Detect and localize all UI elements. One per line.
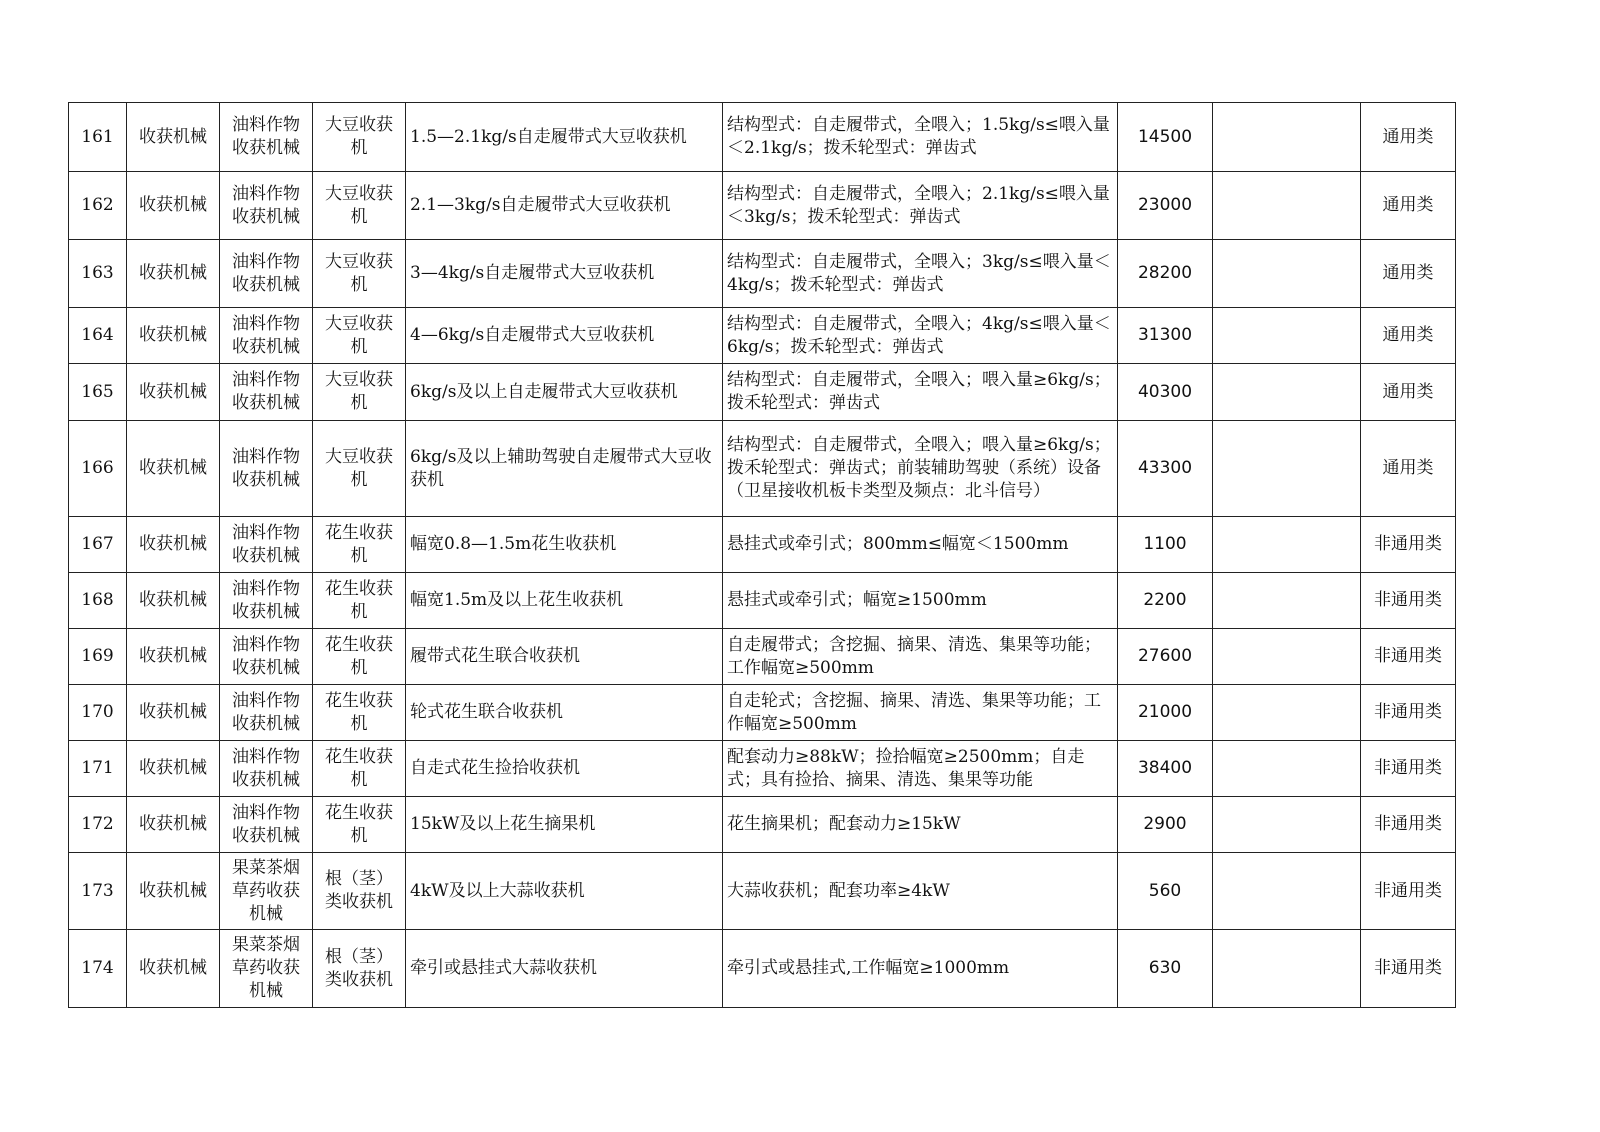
product-name-cell: 幅宽0.8—1.5m花生收获机 bbox=[406, 517, 723, 573]
spec-cell: 悬挂式或牵引式；800mm≤幅宽＜1500mm bbox=[723, 517, 1118, 573]
product-name-cell: 牵引或悬挂式大蒜收获机 bbox=[406, 930, 723, 1008]
price-cell: 38400 bbox=[1118, 741, 1213, 797]
item-cell: 根（茎）类收获机 bbox=[313, 930, 406, 1008]
note-cell bbox=[1213, 573, 1361, 629]
item-cell: 花生收获机 bbox=[313, 629, 406, 685]
category-cell: 收获机械 bbox=[127, 103, 220, 172]
item-cell: 大豆收获机 bbox=[313, 421, 406, 517]
item-cell: 根（茎）类收获机 bbox=[313, 853, 406, 930]
spec-cell: 自走履带式；含挖掘、摘果、清选、集果等功能；工作幅宽≥500mm bbox=[723, 629, 1118, 685]
product-name-cell: 3—4kg/s自走履带式大豆收获机 bbox=[406, 240, 723, 308]
category-cell: 收获机械 bbox=[127, 629, 220, 685]
row-index: 167 bbox=[69, 517, 127, 573]
type-cell: 非通用类 bbox=[1361, 741, 1456, 797]
category-cell: 收获机械 bbox=[127, 741, 220, 797]
table-row bbox=[69, 629, 1456, 685]
subcategory-cell: 油料作物收获机械 bbox=[220, 685, 313, 741]
row-index: 173 bbox=[69, 853, 127, 930]
product-name-cell: 幅宽1.5m及以上花生收获机 bbox=[406, 573, 723, 629]
type-cell: 非通用类 bbox=[1361, 685, 1456, 741]
equipment-table bbox=[68, 102, 1456, 1008]
price-cell: 27600 bbox=[1118, 629, 1213, 685]
table-row bbox=[69, 685, 1456, 741]
product-name-cell: 自走式花生捡拾收获机 bbox=[406, 741, 723, 797]
category-cell: 收获机械 bbox=[127, 573, 220, 629]
note-cell bbox=[1213, 685, 1361, 741]
spec-cell: 牵引式或悬挂式,工作幅宽≥1000mm bbox=[723, 930, 1118, 1008]
spec-cell: 结构型式：自走履带式，全喂入；2.1kg/s≤喂入量＜3kg/s；拨禾轮型式：弹齿式 bbox=[723, 172, 1118, 240]
product-name-cell: 15kW及以上花生摘果机 bbox=[406, 797, 723, 853]
product-name-cell: 6kg/s及以上自走履带式大豆收获机 bbox=[406, 364, 723, 421]
row-index: 165 bbox=[69, 364, 127, 421]
table-row bbox=[69, 308, 1456, 364]
item-cell: 大豆收获机 bbox=[313, 240, 406, 308]
table-row bbox=[69, 741, 1456, 797]
note-cell bbox=[1213, 629, 1361, 685]
subcategory-cell: 油料作物收获机械 bbox=[220, 364, 313, 421]
category-cell: 收获机械 bbox=[127, 421, 220, 517]
spec-cell: 花生摘果机；配套动力≥15kW bbox=[723, 797, 1118, 853]
row-index: 172 bbox=[69, 797, 127, 853]
note-cell bbox=[1213, 797, 1361, 853]
table-row bbox=[69, 364, 1456, 421]
item-cell: 大豆收获机 bbox=[313, 364, 406, 421]
table-row bbox=[69, 517, 1456, 573]
note-cell bbox=[1213, 517, 1361, 573]
subcategory-cell: 油料作物收获机械 bbox=[220, 172, 313, 240]
price-cell: 28200 bbox=[1118, 240, 1213, 308]
type-cell: 通用类 bbox=[1361, 421, 1456, 517]
row-index: 169 bbox=[69, 629, 127, 685]
type-cell: 非通用类 bbox=[1361, 930, 1456, 1008]
item-cell: 花生收获机 bbox=[313, 741, 406, 797]
category-cell: 收获机械 bbox=[127, 797, 220, 853]
note-cell bbox=[1213, 308, 1361, 364]
spec-cell: 悬挂式或牵引式；幅宽≥1500mm bbox=[723, 573, 1118, 629]
row-index: 163 bbox=[69, 240, 127, 308]
category-cell: 收获机械 bbox=[127, 517, 220, 573]
table-row bbox=[69, 240, 1456, 308]
subcategory-cell: 油料作物收获机械 bbox=[220, 240, 313, 308]
row-index: 161 bbox=[69, 103, 127, 172]
note-cell bbox=[1213, 364, 1361, 421]
category-cell: 收获机械 bbox=[127, 172, 220, 240]
category-cell: 收获机械 bbox=[127, 364, 220, 421]
spec-cell: 结构型式：自走履带式，全喂入；喂入量≥6kg/s；拨禾轮型式：弹齿式；前装辅助驾驶（系统）设备（卫星接收机板卡类型及频点：北斗信号） bbox=[723, 421, 1118, 517]
type-cell: 非通用类 bbox=[1361, 573, 1456, 629]
row-index: 162 bbox=[69, 172, 127, 240]
type-cell: 通用类 bbox=[1361, 308, 1456, 364]
price-cell: 31300 bbox=[1118, 308, 1213, 364]
spec-cell: 结构型式：自走履带式，全喂入；3kg/s≤喂入量＜4kg/s；拨禾轮型式：弹齿式 bbox=[723, 240, 1118, 308]
spec-cell: 结构型式：自走履带式，全喂入；4kg/s≤喂入量＜6kg/s；拨禾轮型式：弹齿式 bbox=[723, 308, 1118, 364]
product-name-cell: 履带式花生联合收获机 bbox=[406, 629, 723, 685]
item-cell: 大豆收获机 bbox=[313, 308, 406, 364]
price-cell: 14500 bbox=[1118, 103, 1213, 172]
type-cell: 通用类 bbox=[1361, 364, 1456, 421]
table-row bbox=[69, 853, 1456, 930]
subcategory-cell: 果菜茶烟草药收获机械 bbox=[220, 853, 313, 930]
spec-cell: 大蒜收获机；配套功率≥4kW bbox=[723, 853, 1118, 930]
product-name-cell: 2.1—3kg/s自走履带式大豆收获机 bbox=[406, 172, 723, 240]
product-name-cell: 1.5—2.1kg/s自走履带式大豆收获机 bbox=[406, 103, 723, 172]
price-cell: 43300 bbox=[1118, 421, 1213, 517]
product-name-cell: 4kW及以上大蒜收获机 bbox=[406, 853, 723, 930]
item-cell: 大豆收获机 bbox=[313, 103, 406, 172]
table-row bbox=[69, 421, 1456, 517]
price-cell: 560 bbox=[1118, 853, 1213, 930]
type-cell: 非通用类 bbox=[1361, 853, 1456, 930]
table-row bbox=[69, 172, 1456, 240]
note-cell bbox=[1213, 103, 1361, 172]
table-row bbox=[69, 797, 1456, 853]
type-cell: 通用类 bbox=[1361, 172, 1456, 240]
subcategory-cell: 油料作物收获机械 bbox=[220, 308, 313, 364]
spec-cell: 结构型式：自走履带式，全喂入；1.5kg/s≤喂入量＜2.1kg/s；拨禾轮型式：弹齿式 bbox=[723, 103, 1118, 172]
subcategory-cell: 果菜茶烟草药收获机械 bbox=[220, 930, 313, 1008]
row-index: 170 bbox=[69, 685, 127, 741]
type-cell: 通用类 bbox=[1361, 103, 1456, 172]
row-index: 174 bbox=[69, 930, 127, 1008]
row-index: 164 bbox=[69, 308, 127, 364]
subcategory-cell: 油料作物收获机械 bbox=[220, 629, 313, 685]
type-cell: 非通用类 bbox=[1361, 517, 1456, 573]
item-cell: 花生收获机 bbox=[313, 685, 406, 741]
row-index: 166 bbox=[69, 421, 127, 517]
price-cell: 21000 bbox=[1118, 685, 1213, 741]
table-row bbox=[69, 930, 1456, 1008]
item-cell: 花生收获机 bbox=[313, 797, 406, 853]
table-row bbox=[69, 573, 1456, 629]
price-cell: 630 bbox=[1118, 930, 1213, 1008]
product-name-cell: 6kg/s及以上辅助驾驶自走履带式大豆收获机 bbox=[406, 421, 723, 517]
category-cell: 收获机械 bbox=[127, 685, 220, 741]
type-cell: 通用类 bbox=[1361, 240, 1456, 308]
note-cell bbox=[1213, 240, 1361, 308]
table-row bbox=[69, 103, 1456, 172]
subcategory-cell: 油料作物收获机械 bbox=[220, 103, 313, 172]
spec-cell: 配套动力≥88kW；捡拾幅宽≥2500mm；自走式；具有捡拾、摘果、清选、集果等功能 bbox=[723, 741, 1118, 797]
subcategory-cell: 油料作物收获机械 bbox=[220, 741, 313, 797]
category-cell: 收获机械 bbox=[127, 853, 220, 930]
price-cell: 2200 bbox=[1118, 573, 1213, 629]
product-name-cell: 轮式花生联合收获机 bbox=[406, 685, 723, 741]
note-cell bbox=[1213, 853, 1361, 930]
price-cell: 2900 bbox=[1118, 797, 1213, 853]
subcategory-cell: 油料作物收获机械 bbox=[220, 517, 313, 573]
type-cell: 非通用类 bbox=[1361, 797, 1456, 853]
category-cell: 收获机械 bbox=[127, 240, 220, 308]
subcategory-cell: 油料作物收获机械 bbox=[220, 421, 313, 517]
row-index: 171 bbox=[69, 741, 127, 797]
subcategory-cell: 油料作物收获机械 bbox=[220, 797, 313, 853]
subcategory-cell: 油料作物收获机械 bbox=[220, 573, 313, 629]
price-cell: 40300 bbox=[1118, 364, 1213, 421]
type-cell: 非通用类 bbox=[1361, 629, 1456, 685]
note-cell bbox=[1213, 741, 1361, 797]
product-name-cell: 4—6kg/s自走履带式大豆收获机 bbox=[406, 308, 723, 364]
note-cell bbox=[1213, 930, 1361, 1008]
item-cell: 花生收获机 bbox=[313, 517, 406, 573]
item-cell: 花生收获机 bbox=[313, 573, 406, 629]
note-cell bbox=[1213, 421, 1361, 517]
category-cell: 收获机械 bbox=[127, 308, 220, 364]
price-cell: 23000 bbox=[1118, 172, 1213, 240]
spec-cell: 结构型式：自走履带式，全喂入；喂入量≥6kg/s；拨禾轮型式：弹齿式 bbox=[723, 364, 1118, 421]
row-index: 168 bbox=[69, 573, 127, 629]
category-cell: 收获机械 bbox=[127, 930, 220, 1008]
price-cell: 1100 bbox=[1118, 517, 1213, 573]
item-cell: 大豆收获机 bbox=[313, 172, 406, 240]
spec-cell: 自走轮式；含挖掘、摘果、清选、集果等功能；工作幅宽≥500mm bbox=[723, 685, 1118, 741]
note-cell bbox=[1213, 172, 1361, 240]
